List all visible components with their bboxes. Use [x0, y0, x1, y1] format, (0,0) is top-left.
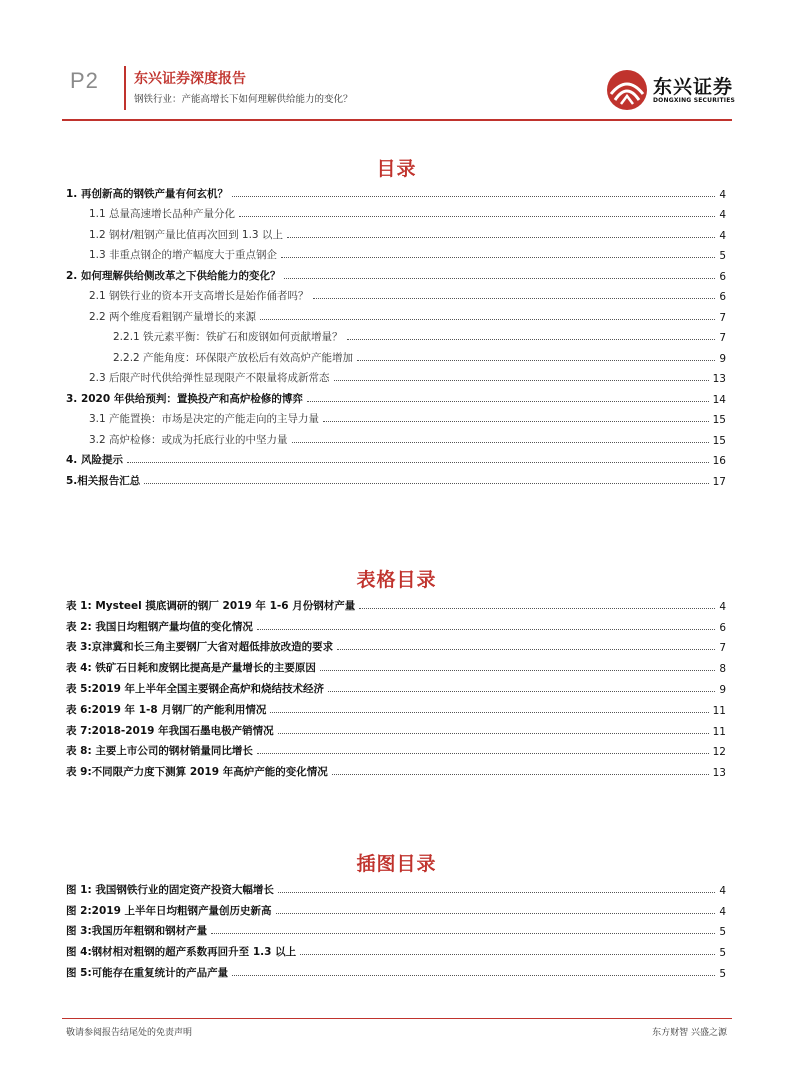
entry-page-number: 4 — [719, 209, 726, 221]
list-entry[interactable] — [66, 758, 726, 779]
dot-leader — [284, 277, 715, 279]
entry-label: 3. 2020 年供给预判：置换投产和高炉检修的博弈 — [66, 392, 303, 405]
tables-title: 表格目录 — [356, 569, 437, 591]
toc-entry[interactable] — [66, 201, 726, 222]
list-entry[interactable] — [66, 675, 726, 696]
entry-page-number: 7 — [719, 642, 726, 655]
toc-entry[interactable] — [66, 180, 726, 201]
entry-page-number: 16 — [712, 455, 726, 467]
entry-page-number: 5 — [719, 967, 726, 980]
list-entry[interactable] — [66, 634, 726, 655]
entry-label: 1. 再创新高的钢铁产量有何玄机？ — [66, 187, 228, 200]
dot-leader — [320, 669, 715, 671]
entry-page-number: 6 — [719, 291, 726, 303]
entry-label: 2. 如何理解供给侧改革之下供给能力的变化？ — [66, 269, 281, 282]
dot-leader — [307, 400, 709, 402]
dot-leader — [232, 974, 715, 976]
list-entry[interactable] — [66, 876, 726, 897]
entry-label: 图 2:2019 上半年日均粗钢产量创历史新高 — [66, 904, 272, 917]
entry-label: 表 8: 主要上市公司的钢材销量同比增长 — [66, 745, 253, 758]
entry-label: 图 1: 我国钢铁行业的固定资产投资大幅增长 — [66, 883, 274, 896]
list-entry[interactable] — [66, 918, 726, 939]
entry-page-number: 15 — [712, 414, 726, 426]
entry-label: 2.2.1 铁元素平衡：铁矿石和废钢如何贡献增量？ — [113, 331, 343, 343]
dot-leader — [323, 420, 709, 422]
dot-leader — [270, 711, 708, 713]
entry-page-number: 4 — [719, 905, 726, 918]
logo-english-name: DONGXING SECURITIES — [653, 97, 736, 104]
dot-leader — [337, 648, 715, 650]
dot-leader — [144, 482, 708, 484]
page-number: P2 — [70, 68, 99, 93]
dot-leader — [292, 441, 709, 443]
entry-page-number: 5 — [719, 926, 726, 939]
entry-label: 表 4: 铁矿石日耗和废钢比提高是产量增长的主要原因 — [66, 662, 316, 675]
list-entry[interactable] — [66, 897, 726, 918]
toc-entry[interactable] — [66, 262, 726, 283]
entry-label: 表 5:2019 年上半年全国主要钢企高炉和烧结技术经济 — [66, 682, 325, 695]
entry-page-number: 15 — [712, 434, 726, 447]
toc-entry[interactable] — [66, 426, 726, 447]
dot-leader — [347, 338, 716, 340]
header-divider — [124, 66, 126, 110]
footer-slogan: 东方财智 兴盛之源 — [652, 1028, 727, 1038]
entry-label: 图 4:钢材相对粗钢的超产系数再回升至 1.3 以上 — [66, 946, 297, 959]
list-entry[interactable] — [66, 938, 726, 959]
entry-label: 表 6:2019 年 1-8 月钢厂的产能利用情况 — [66, 703, 267, 716]
entry-label: 3.1 产能置换：市场是决定的产能走向的主导力量 — [89, 413, 320, 425]
list-entry[interactable] — [66, 738, 726, 759]
entry-label: 1.2 钢材/粗钢产量比值再次回到 1.3 以上 — [89, 228, 283, 241]
dot-leader — [357, 359, 715, 361]
list-entry[interactable] — [66, 613, 726, 634]
toc-entry[interactable] — [66, 344, 726, 365]
entry-page-number: 7 — [719, 311, 726, 324]
dot-leader — [257, 628, 715, 630]
entry-label: 2.2.2 产能角度：环保限产放松后有效高炉产能增加 — [113, 351, 354, 364]
dot-leader — [211, 932, 715, 934]
list-entry[interactable] — [66, 592, 726, 613]
entry-page-number: 7 — [719, 332, 726, 344]
list-entry[interactable] — [66, 717, 726, 738]
entry-label: 表 3:京津冀和长三角主要钢厂大省对超低排放改造的要求 — [66, 641, 334, 654]
entry-label: 1.1 总量高速增长品种产量分化 — [89, 208, 236, 220]
dot-leader — [328, 690, 715, 692]
table-list — [66, 592, 726, 779]
dot-leader — [313, 297, 716, 299]
dot-leader — [278, 891, 715, 893]
figures-title: 插图目录 — [356, 853, 437, 875]
report-title: 东兴证券深度报告 — [134, 71, 246, 87]
entry-label: 表 1: Mysteel 摸底调研的钢厂 2019 年 1-6 月份钢材产量 — [66, 599, 356, 612]
entry-label: 表 2: 我国日均粗钢产量均值的变化情况 — [66, 620, 253, 633]
dot-leader — [300, 953, 715, 955]
toc-entry[interactable] — [66, 406, 726, 427]
entry-page-number: 4 — [719, 600, 726, 613]
footer-rule — [62, 1018, 732, 1019]
entry-label: 图 5:可能存在重复统计的产品产量 — [66, 966, 229, 979]
table-of-contents — [66, 180, 726, 488]
entry-page-number: 5 — [719, 947, 726, 960]
dot-leader — [359, 607, 715, 609]
toc-title: 目录 — [376, 158, 417, 180]
entry-page-number: 6 — [719, 621, 726, 634]
entry-page-number: 9 — [719, 683, 726, 696]
dot-leader — [257, 752, 709, 754]
list-entry[interactable] — [66, 959, 726, 980]
report-subtitle: 钢铁行业：产能高增长下如何理解供给能力的变化？ — [134, 94, 353, 105]
dot-leader — [278, 732, 709, 734]
entry-page-number: 6 — [719, 270, 726, 283]
dot-leader — [260, 318, 715, 320]
company-logo-icon — [605, 68, 649, 112]
figure-list — [66, 876, 726, 980]
entry-page-number: 5 — [719, 250, 726, 262]
entry-page-number: 8 — [719, 663, 726, 676]
entry-label: 5.相关报告汇总 — [66, 474, 141, 487]
toc-entry[interactable] — [66, 447, 726, 468]
dot-leader — [239, 215, 715, 217]
toc-entry[interactable] — [66, 467, 726, 488]
toc-entry[interactable] — [66, 324, 726, 345]
dot-leader — [276, 912, 716, 914]
dot-leader — [287, 236, 715, 238]
toc-entry[interactable] — [66, 283, 726, 304]
dot-leader — [332, 773, 709, 775]
entry-page-number: 14 — [712, 393, 726, 406]
entry-label: 表 7:2018-2019 年我国石墨电极产销情况 — [66, 724, 274, 737]
header-rule — [62, 119, 732, 121]
toc-entry[interactable] — [66, 221, 726, 242]
entry-page-number: 4 — [719, 188, 726, 201]
entry-label: 表 9:不同限产力度下测算 2019 年高炉产能的变化情况 — [66, 766, 328, 779]
entry-label: 图 3:我国历年粗钢和钢材产量 — [66, 925, 208, 938]
entry-page-number: 11 — [712, 704, 726, 717]
company-logo — [605, 68, 735, 112]
entry-page-number: 4 — [719, 229, 726, 242]
logo-chinese-name: 东兴证券 — [653, 76, 734, 98]
entry-page-number: 13 — [712, 767, 726, 780]
page-header — [62, 62, 736, 120]
entry-page-number: 17 — [712, 475, 726, 488]
entry-page-number: 4 — [719, 884, 726, 897]
entry-label: 2.3 后限产时代供给弹性显现限产不限量将成新常态 — [89, 372, 330, 384]
entry-page-number: 12 — [712, 746, 726, 759]
entry-label: 2.2 两个维度看粗钢产量增长的来源 — [89, 310, 257, 323]
entry-label: 3.2 高炉检修：或成为托底行业的中坚力量 — [89, 433, 288, 446]
list-entry[interactable] — [66, 696, 726, 717]
toc-entry[interactable] — [66, 303, 726, 324]
entry-label: 2.1 钢铁行业的资本开支高增长是始作俑者吗？ — [89, 290, 309, 302]
entry-label: 1.3 非重点钢企的增产幅度大于重点钢企 — [89, 249, 278, 261]
list-entry[interactable] — [66, 654, 726, 675]
footer-disclaimer: 敬请参阅报告结尾处的免责声明 — [66, 1028, 193, 1038]
toc-entry[interactable] — [66, 385, 726, 406]
toc-entry[interactable] — [66, 365, 726, 386]
entry-page-number: 13 — [712, 373, 726, 385]
dot-leader — [281, 256, 715, 258]
toc-entry[interactable] — [66, 242, 726, 263]
entry-label: 4. 风险提示 — [66, 454, 123, 466]
dot-leader — [334, 379, 709, 381]
dot-leader — [232, 195, 715, 197]
entry-page-number: 9 — [719, 352, 726, 365]
dot-leader — [127, 461, 709, 463]
entry-page-number: 11 — [712, 725, 726, 738]
